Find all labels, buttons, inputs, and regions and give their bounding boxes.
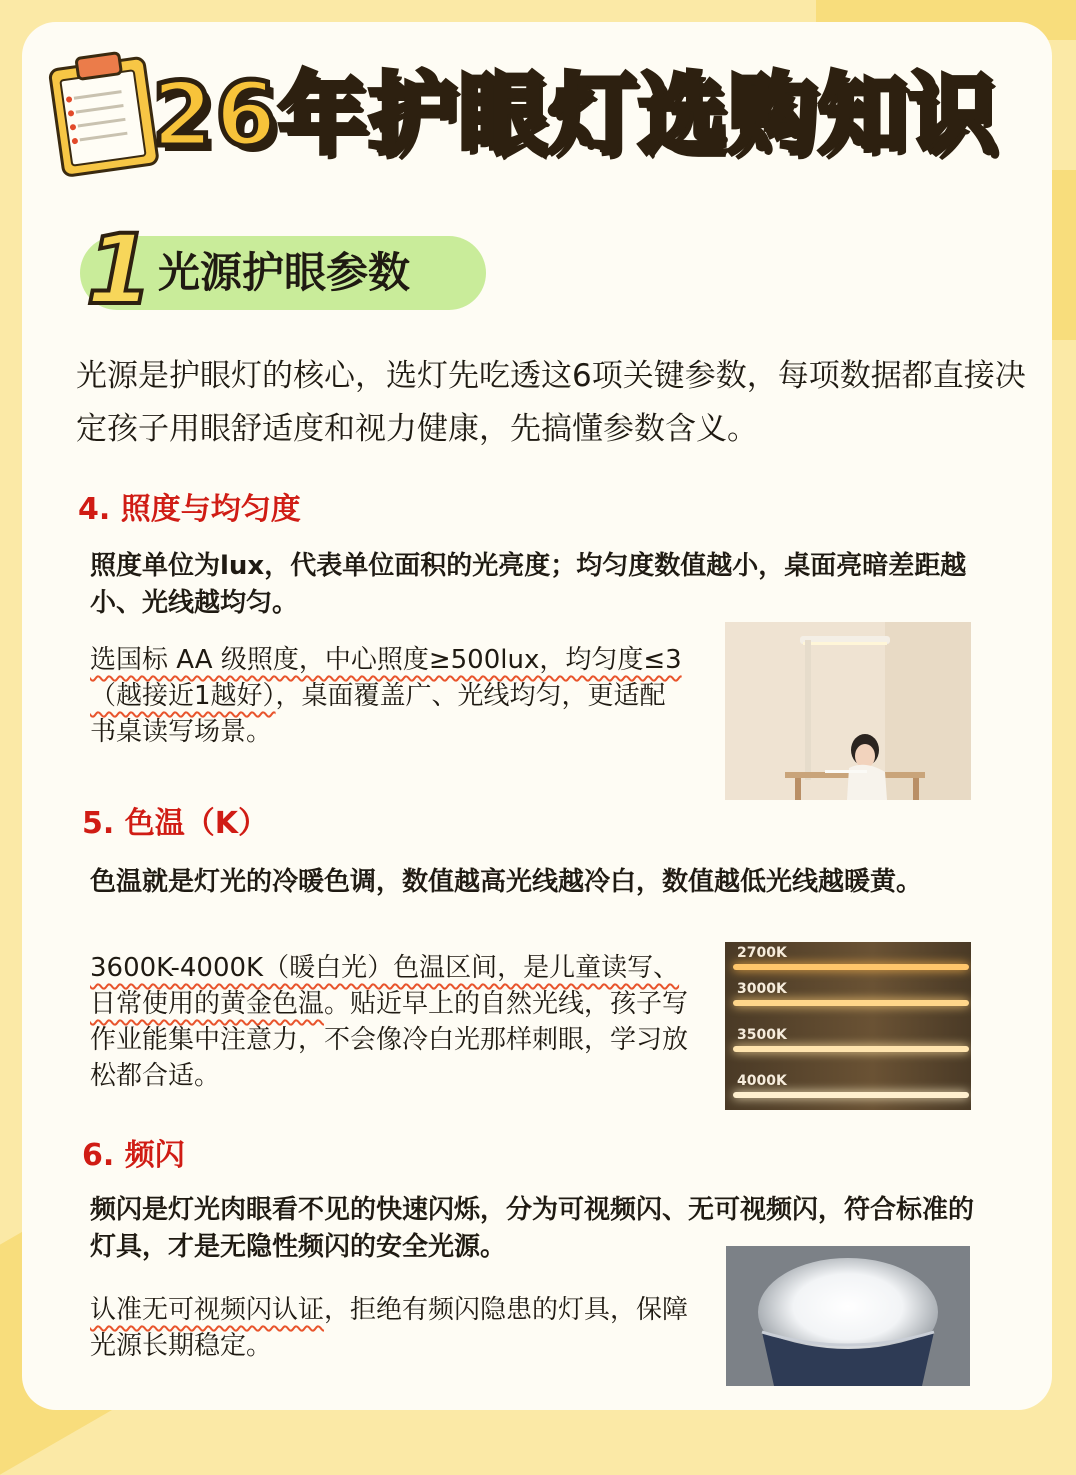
item-heading-flicker: 6. 频闪 — [82, 1138, 185, 1173]
item-desc-flicker: 频闪是灯光肉眼看不见的快速闪烁，分为可视频闪、无可视频闪，符合标准的灯具，才是无隐性频闪的安全光源。 — [90, 1195, 975, 1262]
section-title: 光源护眼参数 — [158, 248, 411, 297]
item-body-illuminance — [90, 642, 690, 750]
section-number: 1 — [86, 214, 153, 326]
body-text: 。贴近早上的自然光线，孩子写作业能集中注意力，不会像冷白光那样刺眼，学习放松都合适。 — [90, 989, 689, 1091]
item-heading-color-temp: 5. 色温（K） — [82, 806, 268, 841]
light-bulb-photo — [726, 1246, 970, 1386]
highlight-text: 3600K-4000K（暖白光）色温区间，是儿童读写、日常使用的黄金色温 — [90, 953, 680, 1019]
item-desc-color-temp: 色温就是灯光的冷暖色调，数值越高光线越冷白，数值越低光线越暖黄。 — [90, 867, 923, 897]
cct-label: 3000K — [737, 981, 787, 997]
desk-lamp-photo — [725, 622, 971, 800]
color-temperature-photo — [725, 942, 971, 1110]
light-strip — [733, 1046, 969, 1052]
item-heading-illuminance: 4. 照度与均匀度 — [78, 492, 301, 527]
item-body-color-temp — [90, 950, 690, 1094]
section-intro: 光源是护眼灯的核心，选灯先吃透这6项关键参数，每项数据都直接决定孩子用眼舒适度和视力健康，先搞懂参数含义。 — [76, 358, 1026, 447]
page-title: 26年护眼灯选购知识 — [152, 63, 999, 166]
item-desc-illuminance: 照度单位为lux，代表单位面积的光亮度；均匀度数值越小，桌面亮暗差距越小、光线越均匀。 — [90, 551, 967, 618]
body-text: ，拒绝有频闪隐患的灯具，保障光源长期稳定。 — [90, 1295, 689, 1361]
cct-label: 3500K — [737, 1027, 787, 1043]
item-body-flicker — [90, 1292, 690, 1364]
cct-label: 2700K — [737, 945, 787, 961]
body-text: ，桌面覆盖广、光线均匀，更适配书桌读写场景。 — [90, 681, 666, 747]
highlight-text: 选国标 AA 级照度，中心照度≥500lux，均匀度≤3（越接近1越好） — [90, 645, 682, 711]
highlight-text: 认准无可视频闪认证 — [90, 1295, 325, 1325]
clipboard-icon — [40, 45, 163, 177]
light-strip — [733, 964, 969, 970]
light-strip — [733, 1000, 969, 1006]
light-strip — [733, 1092, 969, 1098]
cct-label: 4000K — [737, 1073, 787, 1089]
